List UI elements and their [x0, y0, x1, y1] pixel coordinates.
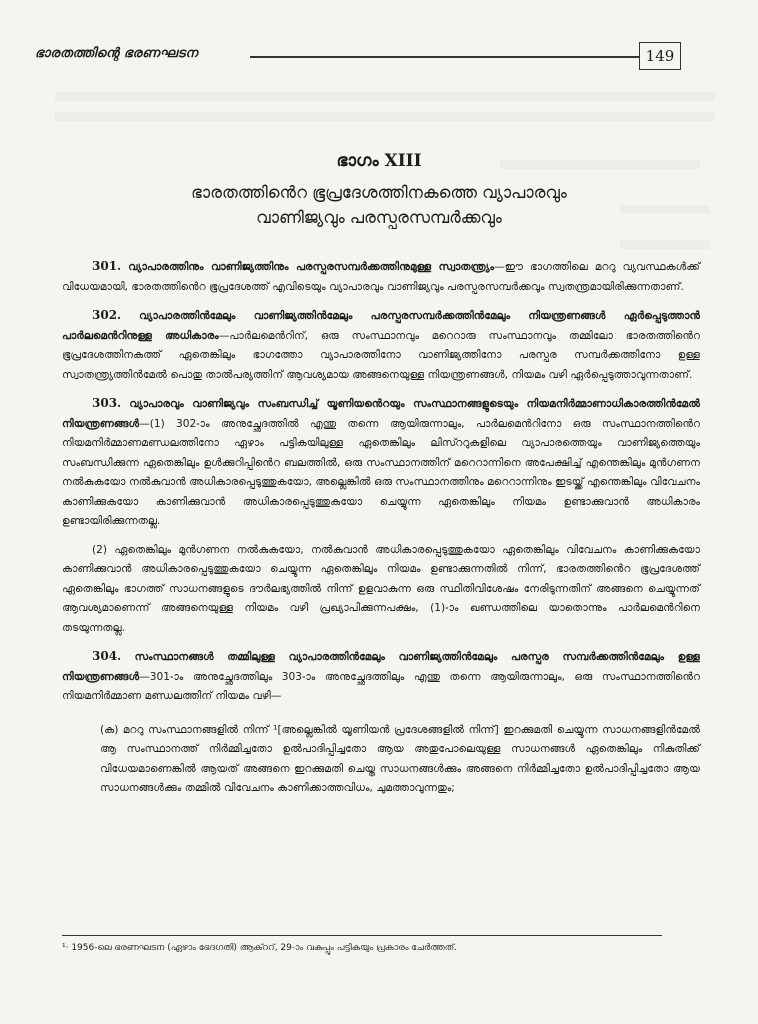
article-heading: വ്യാപാരത്തിനും വാണിജ്യത്തിനും പരസ്പരസമ്പർക്കത്തിനുമുള്ള സ്വാതന്ത്ര്യം	[128, 261, 495, 273]
article-heading: വ്യാപാരത്തിൻമേലും വാണിജ്യത്തിൻമേലും പരസ്പരസമ്പർക്കത്തിൻമേലും നിയന്ത്രണങ്ങൾ ഏർപ്പെടുത്താൻ പാർലമെൻറിനുള്ള അധികാരം	[62, 310, 700, 342]
article-304	[62, 647, 700, 707]
article-text: —പാർലമെൻറിന്, ഒരു സംസ്ഥാനവും മറെറാരു സംസ്ഥാനവും തമ്മിലോ ഭാരതത്തിൻെറ ഭൂപ്രദേശത്തിനകത്ത് ഏതെങ്കിലും ഭാഗത്തോ വ്യാപാരത്തിനോ വാണിജ്യത്തിനോ പരസ്പര സമ്പർക്കത്തിനോ ഉള്ള സ്വാതന്ത്ര്യത്തിൻമേൽ പൊതു താൽപര്യത്തിന് ആവശ്യമായ അങ്ങനെയുള്ള നിയന്ത്രണങ്ങൾ, നിയമം വഴി ഏർപ്പെടുത്താവുന്നതാണ്.	[62, 329, 700, 381]
article-number: 303.	[92, 396, 122, 410]
article-304-clause-a: (ക) മററു സംസ്ഥാനങ്ങളിൽ നിന്ന് ¹[അല്ലെങ്കിൽ യൂണിയൻ പ്രദേശങ്ങളിൽ നിന്ന്] ഇറക്കുമതി ചെയ്യുന്ന സാധനങ്ങളിൻമേൽ ആ സംസ്ഥാനത്ത് നിർമ്മിച്ചതോ ഉൽപാദിപ്പിച്ചതോ ആയ അതുപോലെയുള്ള സാധനങ്ങൾ ഏതെങ്കിലും നികുതിക്ക് വിധേയമാണെങ്കിൽ ആയത് അങ്ങനെ ഇറക്കുമതി ചെയ്ത സാധനങ്ങൾക്കും അങ്ങനെ നിർമ്മിച്ചതോ ഉൽപാദിപ്പിച്ചതോ ആയ സാധനങ്ങൾക്കും തമ്മിൽ വിവേചനം കാണിക്കാത്തവിധം, ചുമത്താവുന്നതും;	[100, 723, 700, 794]
footnote: ¹· 1956-ലെ ഭരണഘടന (ഏഴാം ഭേദഗതി) ആക്ററ്, 29-ാം വകുപ്പും പട്ടികയും പ്രകാരം ചേർത്തത്.	[62, 943, 457, 953]
article-heading: വ്യാപാരവും വാണിജ്യവും സംബന്ധിച്ച് യൂണിയൻെറയും സംസ്ഥാനങ്ങളുടെയും നിയമനിർമ്മാണാധികാരത്തിൻമേൽ നിയന്ത്രണങ്ങൾ	[62, 398, 700, 430]
show-through-line	[55, 112, 715, 121]
part-title-line-2: വാണിജ്യവും പരസ്പരസമ്പർക്കവും	[256, 208, 502, 227]
article-text: —ഈ ഭാഗത്തിലെ മററു വ്യവസ്ഥകൾക്ക് വിധേയമായി, ഭാരതത്തിൻെറ ഭൂപ്രദേശത്ത് എവിടെയും വ്യാപാരവും വാണിജ്യവും പരസ്പരസമ്പർക്കവും സ്വതന്ത്രമായിരിക്കുന്നതാണ്.	[62, 261, 700, 293]
article-303-clause-2: (2) ഏതെങ്കിലും മുൻഗണന നൽകുകയോ, നൽകുവാൻ അധികാരപ്പെടുത്തുകയോ ഏതെങ്കിലും വിവേചനം കാണിക്കുകയോ കാണിക്കുവാൻ അധികാരപ്പെടുത്തുകയോ ചെയ്യുന്ന ഏതെങ്കിലും നിയമം ഉണ്ടാക്കുന്നതിൽ നിന്ന്, ഭാരതത്തിൻെറ ഭൂപ്രദേശത്ത് ഏതെങ്കിലും ഭാഗത്ത് സാധനങ്ങളുടെ ദൗർലഭ്യത്തിൽ നിന്ന് ഉളവാകുന്ന ഒരു സ്ഥിതിവിശേഷം നേരിടുന്നതിന് അങ്ങനെ ചെയ്യുന്നത് ആവശ്യമാണെന്ന് അങ്ങനെയുള്ള നിയമം വഴി പ്രഖ്യാപിക്കുന്നപക്ഷം, (1)-ാം ഖണ്ഡത്തിലെ യാതൊന്നും പാർലമെൻറിനെ തടയുന്നതല്ല.	[62, 543, 700, 634]
article-heading: സംസ്ഥാനങ്ങൾ തമ്മിലുള്ള വ്യാപാരത്തിൻമേലും വാണിജ്യത്തിൻമേലും പരസ്പര സമ്പർക്കത്തിൻമേലും ഉള്ള നിയന്ത്രണങ്ങൾ	[62, 651, 700, 683]
article-text: —301-ാം അനുച്ഛേദത്തിലും 303-ാം അനുച്ഛേദത്തിലും എന്തു തന്നെ ആയിരുന്നാലും, ഒരു സംസ്ഥാനത്തിൻെറ നിയമനിർമ്മാണ മണ്ഡലത്തിന് നിയമം വഴി—	[62, 670, 700, 702]
article-number: 304.	[92, 649, 122, 663]
show-through-line	[620, 240, 710, 249]
show-through-line	[55, 92, 715, 101]
footnote-rule	[62, 935, 662, 936]
running-head: ഭാരതത്തിന്റെ ഭരണഘടന	[35, 46, 198, 61]
article-text: —(1) 302-ാം അനുച്ഛേദത്തിൽ എന്തു തന്നെ ആയിരുന്നാലും, പാർലമെൻറിനോ ഒരു സംസ്ഥാനത്തിൻെറ നിയമനിർമ്മാണമണ്ഡലത്തിനോ ഏഴാം പട്ടികയിലുള്ള ഏതെങ്കിലും ലിസ്ററുകളിലെ വ്യാപാരത്തെയും വാണിജ്യത്തെയും സംബന്ധിക്കുന്ന ഏതെങ്കിലും ഉൾക്കുറിപ്പിൻെറ ബലത്തിൽ, ഒരു സംസ്ഥാനത്തിന് മറെറാന്നിനെ അപേക്ഷിച്ച് എന്തെങ്കിലും മുൻഗണന നൽകുകയോ നൽകുവാൻ അധികാരപ്പെടുത്തുകയോ, അല്ലെങ്കിൽ ഒരു സംസ്ഥാനത്തിനും മറെറാന്നിനും ഇടയ്ക്ക് എന്തെങ്കിലും വിവേചനം കാണിക്കുകയോ കാണിക്കുവാൻ അധികാരപ്പെടുത്തുകയോ ചെയ്യുന്ന ഏതെങ്കിലും നിയമം ഉണ്ടാക്കുവാൻ അധികാരം ഉണ്ടായിരിക്കുന്നതല്ല.	[62, 417, 700, 527]
page-header	[35, 42, 735, 76]
document-body	[62, 257, 700, 799]
header-rule	[250, 56, 650, 58]
page-number: 149	[639, 42, 681, 70]
article-number: 302.	[92, 308, 122, 322]
article-301	[62, 257, 700, 297]
article-303	[62, 394, 700, 532]
part-title	[0, 180, 758, 230]
article-number: 301.	[92, 259, 122, 273]
part-title-line-1: ഭാരതത്തിൻെറ ഭൂപ്രദേശത്തിനകത്തെ വ്യാപാരവും	[191, 183, 567, 202]
part-label: ഭാഗം XIII	[336, 151, 422, 171]
article-302	[62, 306, 700, 385]
